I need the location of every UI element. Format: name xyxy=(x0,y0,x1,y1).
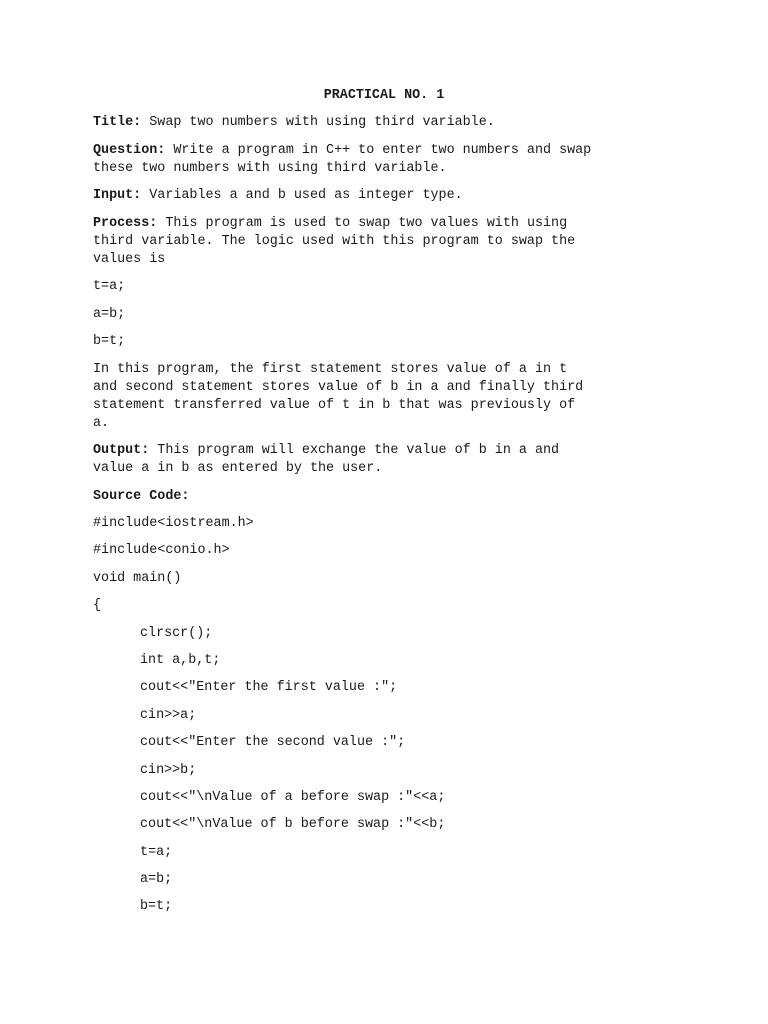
code-line: int a,b,t; xyxy=(140,652,221,668)
code-line: { xyxy=(93,598,102,614)
code-line: b=t; xyxy=(140,899,173,915)
input-label: Input: xyxy=(93,188,142,203)
title-paragraph xyxy=(93,114,683,132)
code-line: a=b; xyxy=(140,872,173,888)
input-paragraph xyxy=(93,187,683,205)
process-paragraph xyxy=(93,215,683,269)
code-line: #include<iostream.h> xyxy=(93,516,254,531)
output-paragraph xyxy=(93,442,683,478)
code-line: cout<<"\nValue of b before swap :"<<b; xyxy=(140,817,446,833)
source-code-label: Source Code: xyxy=(93,488,190,504)
question-paragraph xyxy=(93,142,683,178)
code-line: t=a; xyxy=(140,844,173,860)
input-text: Variables a and b used as integer type. xyxy=(141,188,463,203)
code-line: cin>>b; xyxy=(140,762,197,778)
process-label: Process: xyxy=(93,215,158,231)
code-line: cout<<"Enter the first value :"; xyxy=(140,680,398,696)
title-label: Title: xyxy=(93,115,142,130)
practical-heading: PRACTICAL NO. 1 xyxy=(323,88,445,103)
explanation-paragraph: In this program, the first statement stores value of a in t and second statement stores value of b in a and finally third statement transferred value of t in b that was previously of a. xyxy=(93,361,584,431)
code-line: cout<<"\nValue of a before swap :"<<a; xyxy=(140,789,446,805)
logic-line: b=t; xyxy=(93,334,126,349)
code-line: void main() xyxy=(93,570,182,586)
process-text: This program is used to swap two values with using third variable. The logic used with this program to swap the values is xyxy=(93,215,576,267)
code-line: #include<conio.h> xyxy=(93,543,230,559)
code-line: cout<<"Enter the second value :"; xyxy=(140,735,406,751)
code-line: clrscr(); xyxy=(140,625,213,641)
title-text: Swap two numbers with using third variable. xyxy=(141,115,495,130)
logic-line: t=a; xyxy=(93,279,126,294)
question-text: Write a program in C++ to enter two numbers and swap these two numbers with using third variable. xyxy=(93,142,592,176)
code-line: cin>>a; xyxy=(140,707,197,723)
question-label: Question: xyxy=(93,142,166,158)
source-code-block xyxy=(93,515,683,916)
logic-line: a=b; xyxy=(93,306,126,322)
content-column xyxy=(93,114,683,926)
output-text: This program will exchange the value of b in a and value a in b as entered by the user. xyxy=(93,443,560,476)
output-label: Output: xyxy=(93,443,150,458)
